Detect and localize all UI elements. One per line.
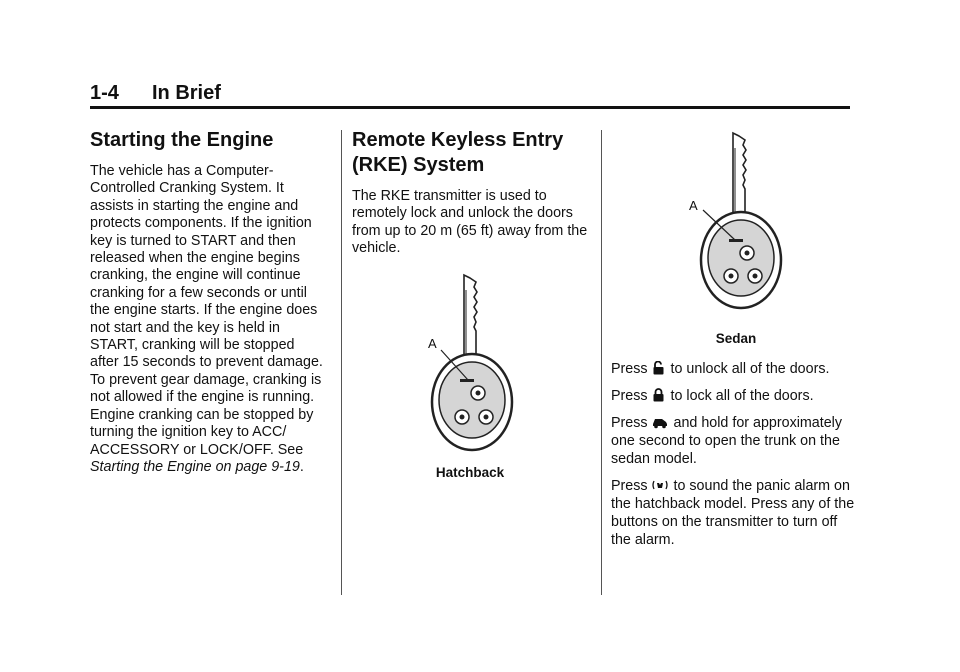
lock-icon: [652, 388, 665, 402]
page-header: [90, 80, 850, 109]
trunk-instruction: [611, 414, 861, 468]
unlock-icon: [652, 361, 665, 375]
starting-engine-column: [90, 128, 326, 476]
press-word: Press: [611, 361, 648, 377]
press-word: Press: [611, 415, 648, 431]
press-word: Press: [611, 388, 648, 404]
column-divider: [341, 130, 342, 595]
callout-a: A: [428, 335, 437, 351]
starting-engine-heading: Starting the Engine: [90, 129, 274, 151]
rke-instructions: [611, 360, 861, 549]
lock-instruction: [611, 387, 861, 405]
starting-engine-text: The vehicle has a Computer-Controlled Cranking System. It assists in starting the engine and protects components. If the ignition key is turned to START and then released when the engine begins cranking, the engine will continue cranking for a few seconds or until the engine starts. If the engine does not start and the key is held in START, cranking will be stopped after 15 seconds to prevent damage. To prevent gear damage, cranking is not allowed if the engine is running. Engine cranking can be stopped by turning the ignition key to ACC/ ACCESSORY or LOCK/OFF. See: [90, 163, 323, 458]
instruction-text: to sound the panic alarm on the hatchback model. Press any of the buttons on the transmitter to turn off the alarm.: [611, 478, 855, 548]
panic-instruction: [611, 477, 861, 549]
starting-engine-body: [90, 163, 326, 476]
sedan-key-fob-icon: [611, 130, 861, 320]
rke-heading: Remote Keyless Entry (RKE) System: [352, 129, 564, 176]
hatchback-caption: Hatchback: [435, 464, 505, 480]
rke-body: The RKE transmitter is used to remotely lock and unlock the doors from up to 20 m (65 ft) away from the vehicle.: [352, 188, 588, 257]
hatchback-key-figure: [352, 272, 588, 480]
unlock-instruction: [611, 360, 861, 378]
column-divider: [601, 130, 602, 595]
rke-continued-column: [611, 130, 861, 558]
link-suffix: .: [299, 458, 304, 475]
rke-column: [352, 128, 588, 480]
instruction-text: and hold for approximately one second to open the trunk on the sedan model.: [611, 415, 842, 467]
instruction-text: to unlock all of the doors.: [670, 361, 830, 377]
page-number: 1-4: [90, 82, 119, 104]
sedan-caption: Sedan: [715, 331, 757, 346]
callout-a: A: [689, 198, 698, 213]
starting-engine-link[interactable]: Starting the Engine on page 9-19: [90, 458, 300, 475]
trunk-icon: [652, 415, 668, 429]
instruction-text: to lock all of the doors.: [670, 388, 814, 404]
hatchback-key-fob-icon: [352, 272, 588, 452]
section-title: In Brief: [152, 82, 221, 104]
panic-alarm-icon: [652, 478, 668, 492]
sedan-key-figure: [611, 130, 861, 346]
press-word: Press: [611, 478, 648, 494]
